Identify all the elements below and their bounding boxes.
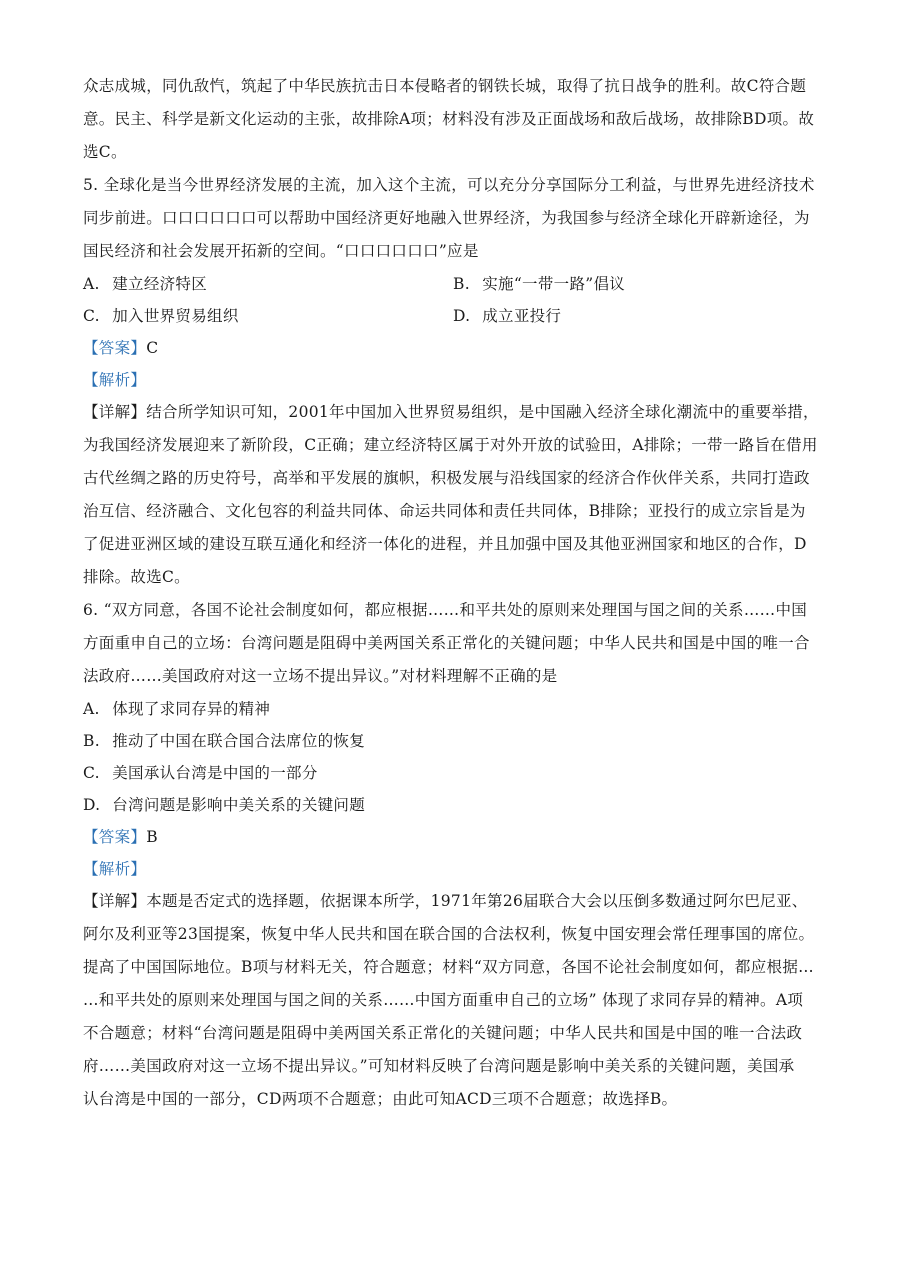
options-row	[83, 268, 831, 300]
option-letter: C.	[83, 764, 100, 782]
text-line: 提高了中国国际地位。B项与材料无关，符合题意；材料“双方同意，各国不论社会制度如何，都应根据…	[83, 958, 814, 976]
question-5	[83, 169, 831, 594]
answer-value: C	[146, 339, 159, 357]
text-line: 府……美国政府对这一立场不提出异议。”可知材料反映了台湾问题是影响中美关系的关键问题，美国承	[83, 1057, 795, 1075]
option-letter: A.	[83, 275, 100, 293]
detail-paragraph	[83, 396, 831, 594]
option-text: 成立亚投行	[482, 307, 562, 325]
question-stem-line: 6. “双方同意，各国不论社会制度如何，都应根据……和平共处的原则来处理国与国之间的关系……中国	[83, 601, 808, 619]
text-line: 不合题意；材料“台湾问题是阻碍中美两国关系正常化的关键问题；中华人民共和国是中国的唯一合法政	[83, 1024, 803, 1042]
option-c	[83, 300, 453, 332]
question-stem-line: 国民经济和社会发展开拓新的空间。“口口口口口口”应是	[83, 242, 479, 260]
text-line	[83, 885, 831, 918]
detail-text: 结合所学知识可知，2001年中国加入世界贸易组织，是中国融入经济全球化潮流中的重要举措，	[146, 403, 819, 421]
option-d	[83, 789, 831, 821]
analysis-tag: 【解析】	[83, 860, 147, 878]
text-line: …和平共处的原则来处理国与国之间的关系……中国方面重申自己的立场” 体现了求同存异的精神。A项	[83, 991, 804, 1009]
question-stem-line: 法政府……美国政府对这一立场不提出异议。”对材料理解不正确的是	[83, 667, 558, 685]
answer-tag: 【答案】	[83, 339, 147, 357]
option-letter: C.	[83, 307, 100, 325]
intro-paragraph	[83, 70, 831, 169]
option-text: 台湾问题是影响中美关系的关键问题	[112, 796, 366, 814]
document-page	[83, 70, 831, 1116]
answer-line	[83, 821, 831, 853]
option-text: 加入世界贸易组织	[112, 307, 239, 325]
option-d	[453, 300, 561, 332]
detail-tag: 【详解】	[83, 892, 147, 910]
detail-paragraph	[83, 885, 831, 1116]
answer-line	[83, 332, 831, 364]
text-line: 众志成城，同仇敌忾，筑起了中华民族抗击日本侵略者的钢铁长城，取得了抗日战争的胜利。故C符合题	[83, 77, 807, 95]
option-text: 美国承认台湾是中国的一部分	[112, 764, 318, 782]
detail-tag: 【详解】	[83, 403, 147, 421]
option-c	[83, 757, 831, 789]
question-stem-line: 5. 全球化是当今世界经济发展的主流，加入这个主流，可以充分分享国际分工利益，与世界先进经济技术	[83, 176, 815, 194]
analysis-tag: 【解析】	[83, 371, 147, 389]
options-row	[83, 300, 831, 332]
option-letter: A.	[83, 700, 100, 718]
option-b	[83, 725, 831, 757]
question-6	[83, 594, 831, 1116]
text-line: 选C。	[83, 143, 127, 161]
text-line: 意。民主、科学是新文化运动的主张，故排除A项；材料没有涉及正面战场和敌后战场，故排除BD项。故	[83, 110, 815, 128]
text-line: 阿尔及利亚等23国提案，恢复中华人民共和国在联合国的合法权利，恢复中国安理会常任理事国的席位。	[83, 925, 815, 943]
option-b	[453, 268, 625, 300]
question-stem-line: 同步前进。口口口口口口可以帮助中国经济更好地融入世界经济，为我国参与经济全球化开辟新途径，为	[83, 209, 810, 227]
question-stem-line: 方面重申自己的立场：台湾问题是阻碍中美两国关系正常化的关键问题；中华人民共和国是中国的唯一合	[83, 634, 810, 652]
answer-value: B	[146, 828, 158, 846]
option-a	[83, 693, 831, 725]
text-line: 古代丝绸之路的历史符号，高举和平发展的旗帜，积极发展与沿线国家的经济合作伙伴关系，共同打造政	[83, 469, 810, 487]
option-letter: B.	[83, 732, 100, 750]
option-letter: D.	[83, 796, 101, 814]
detail-text: 本题是否定式的选择题，依据课本所学，1971年第26届联合大会以压倒多数通过阿尔巴尼亚、	[146, 892, 808, 910]
analysis-line	[83, 364, 831, 396]
option-text: 建立经济特区	[112, 275, 208, 293]
text-line: 为我国经济发展迎来了新阶段，C正确；建立经济特区属于对外开放的试验田，A排除；一带一路旨在借用	[83, 436, 818, 454]
option-text: 实施“一带一路”倡议	[482, 275, 626, 293]
option-a	[83, 268, 453, 300]
option-text: 体现了求同存异的精神	[112, 700, 271, 718]
text-line	[83, 396, 831, 429]
option-text: 推动了中国在联合国合法席位的恢复	[112, 732, 366, 750]
option-letter: B.	[453, 275, 470, 293]
option-letter: D.	[453, 307, 471, 325]
text-line: 治互信、经济融合、文化包容的利益共同体、命运共同体和责任共同体，B排除；亚投行的成立宗旨是为	[83, 502, 806, 520]
text-line: 排除。故选C。	[83, 568, 190, 586]
text-line: 了促进亚洲区域的建设互联互通化和经济一体化的进程，并且加强中国及其他亚洲国家和地区的合作，D	[83, 535, 807, 553]
answer-tag: 【答案】	[83, 828, 147, 846]
analysis-line	[83, 853, 831, 885]
text-line: 认台湾是中国的一部分，CD两项不合题意；由此可知ACD三项不合题意；故选择B。	[83, 1090, 678, 1108]
